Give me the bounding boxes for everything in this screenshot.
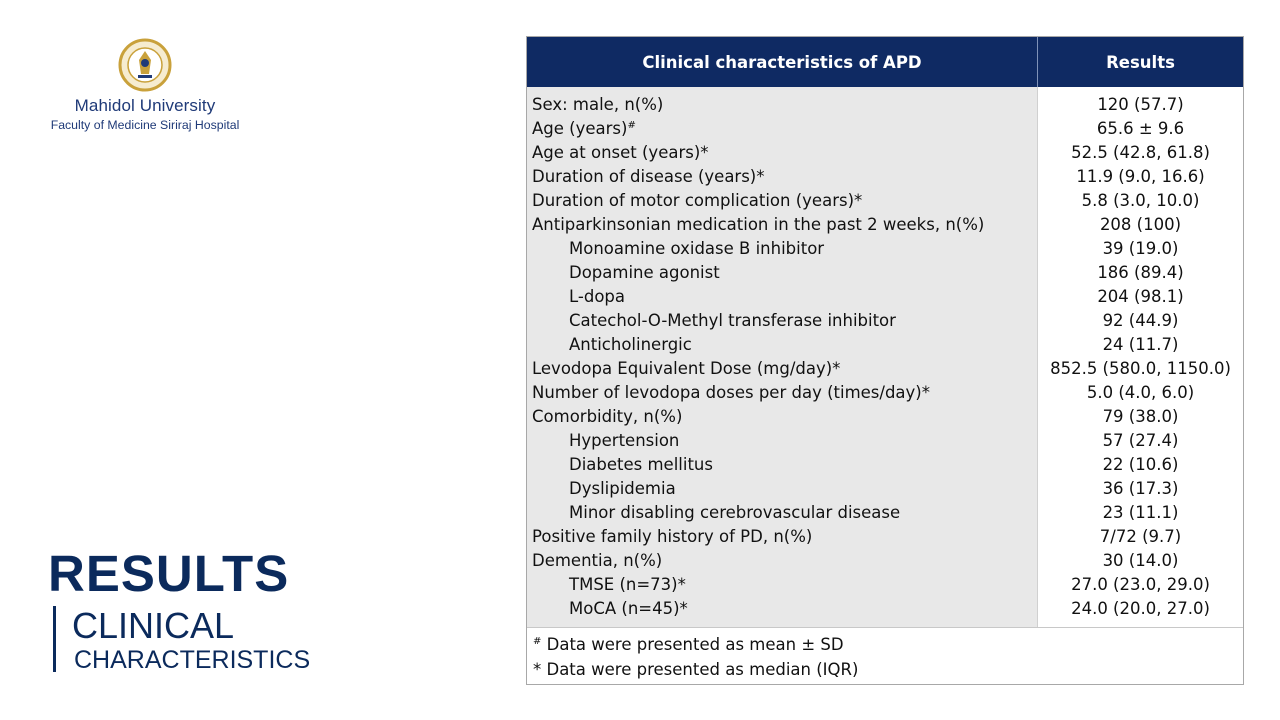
row-label — [527, 429, 1037, 453]
slide-subtitle-line1: CLINICAL — [72, 605, 235, 646]
row-label-text: Catechol-O-Methyl transferase inhibitor — [569, 311, 896, 330]
row-label — [527, 285, 1037, 309]
subtitle-divider — [53, 606, 56, 672]
row-label-text: Anticholinergic — [569, 335, 692, 354]
row-label-text: Age (years) — [532, 119, 628, 138]
row-label — [527, 165, 1037, 189]
slide-subtitle-line2: CHARACTERISTICS — [74, 646, 311, 674]
footnote-mark: # — [533, 636, 542, 647]
row-value: 23 (11.1) — [1102, 503, 1179, 522]
row-value: 36 (17.3) — [1102, 479, 1179, 498]
row-label-text: Dopamine agonist — [569, 263, 720, 282]
row-value: 22 (10.6) — [1102, 455, 1179, 474]
row-label — [527, 381, 1037, 405]
university-name: Mahidol University — [74, 96, 216, 115]
row-label — [527, 213, 1037, 237]
row-label-text: Levodopa Equivalent Dose (mg/day)* — [532, 359, 841, 378]
row-value: 208 (100) — [1099, 215, 1182, 234]
row-label — [527, 525, 1037, 549]
row-label-text: Duration of motor complication (years)* — [532, 191, 863, 210]
row-label — [527, 333, 1037, 357]
row-value: 65.6 ± 9.6 — [1096, 119, 1185, 138]
row-label — [527, 357, 1037, 381]
header-results: Results — [1106, 52, 1175, 72]
row-value: 57 (27.4) — [1102, 431, 1179, 450]
row-label — [527, 573, 1037, 597]
row-label-text: Dyslipidemia — [569, 479, 676, 498]
table-body — [527, 87, 1243, 628]
table-footnotes — [527, 628, 1243, 686]
row-value: 27.0 (23.0, 29.0) — [1071, 575, 1210, 594]
row-value: 24 (11.7) — [1102, 335, 1179, 354]
row-label — [527, 237, 1037, 261]
results-column — [1038, 87, 1243, 627]
row-label-text: Sex: male, n(%) — [532, 95, 664, 114]
footnote-text: * Data were presented as median (IQR) — [533, 660, 859, 679]
footnote — [533, 632, 1237, 657]
faculty-name: Faculty of Medicine Siriraj Hospital — [50, 118, 240, 132]
row-label-text: Comorbidity, n(%) — [532, 407, 683, 426]
row-label-text: Hypertension — [569, 431, 680, 450]
row-value: 30 (14.0) — [1102, 551, 1179, 570]
row-label-text: Positive family history of PD, n(%) — [532, 527, 813, 546]
row-label — [527, 477, 1037, 501]
row-label — [527, 501, 1037, 525]
row-value: 79 (38.0) — [1102, 407, 1179, 426]
header-characteristic: Clinical characteristics of APD — [527, 37, 1038, 87]
university-seal-icon — [118, 38, 172, 92]
table-header — [527, 37, 1243, 87]
row-label — [527, 597, 1037, 621]
row-label-text: MoCA (n=45)* — [569, 599, 688, 618]
row-label-text: Age at onset (years)* — [532, 143, 709, 162]
row-label-text: Antiparkinsonian medication in the past 2 weeks, n(%) — [532, 215, 985, 234]
row-label — [527, 549, 1037, 573]
row-value: 5.8 (3.0, 10.0) — [1081, 191, 1200, 210]
footnote — [533, 657, 1237, 682]
row-value: 52.5 (42.8, 61.8) — [1071, 143, 1210, 162]
row-value: 39 (19.0) — [1102, 239, 1179, 258]
row-label — [527, 453, 1037, 477]
slide-title: RESULTS — [48, 545, 290, 602]
row-label — [527, 141, 1037, 165]
row-label — [527, 261, 1037, 285]
university-logo — [40, 38, 250, 132]
row-label-text: Monoamine oxidase B inhibitor — [569, 239, 825, 258]
row-value: 92 (44.9) — [1102, 311, 1179, 330]
row-label — [527, 405, 1037, 429]
row-value: 204 (98.1) — [1097, 287, 1184, 306]
row-label-text: Diabetes mellitus — [569, 455, 713, 474]
row-label-text: L-dopa — [569, 287, 626, 306]
row-value: 120 (57.7) — [1097, 95, 1184, 114]
clinical-characteristics-table — [526, 36, 1244, 685]
row-value: 5.0 (4.0, 6.0) — [1086, 383, 1195, 402]
row-label-text: Dementia, n(%) — [532, 551, 663, 570]
row-label — [527, 93, 1037, 117]
characteristic-column — [527, 87, 1038, 627]
superscript-mark: # — [627, 120, 636, 131]
row-label — [527, 117, 1037, 141]
row-label-text: Minor disabling cerebrovascular disease — [569, 503, 901, 522]
footnote-text: Data were presented as mean ± SD — [541, 635, 844, 654]
row-label — [527, 309, 1037, 333]
row-label-text: TMSE (n=73)* — [569, 575, 686, 594]
row-value: 11.9 (9.0, 16.6) — [1076, 167, 1205, 186]
row-label-text: Duration of disease (years)* — [532, 167, 765, 186]
row-value: 186 (89.4) — [1097, 263, 1184, 282]
row-label-text: Number of levodopa doses per day (times/day)* — [532, 383, 930, 402]
row-value: 7/72 (9.7) — [1099, 527, 1182, 546]
row-value: 852.5 (580.0, 1150.0) — [1050, 359, 1231, 378]
row-value: 24.0 (20.0, 27.0) — [1071, 599, 1210, 618]
row-label — [527, 189, 1037, 213]
